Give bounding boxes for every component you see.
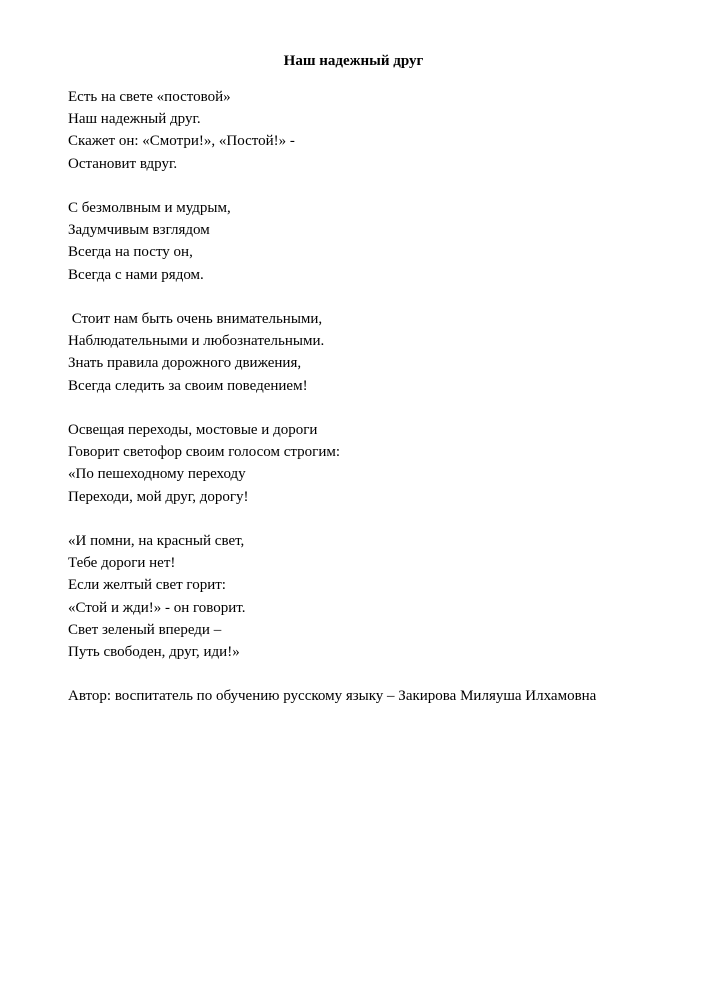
poem-body: [68, 86, 688, 708]
poem-line: Остановит вдруг.: [68, 155, 178, 172]
stanza-1: [68, 86, 688, 175]
poem-title: Наш надежный друг: [283, 53, 424, 69]
poem-line: Наблюдательными и любознательными.: [68, 333, 325, 350]
poem-line: Если желтый свет горит:: [68, 577, 226, 594]
poem-line: С безмолвным и мудрым,: [68, 200, 231, 216]
poem-line: «Стой и жди!» - он говорит.: [68, 599, 246, 616]
poem-line: Есть на свете «постовой»: [68, 89, 231, 105]
poem-line: Говорит светофор своим голосом строгим:: [68, 444, 340, 461]
poem-line: Переходи, мой друг, дорогу!: [68, 488, 249, 505]
poem-line: Свет зеленый впереди –: [68, 621, 222, 638]
stanza-5: [68, 530, 688, 663]
poem-line: Скажет он: «Смотри!», «Постой!» -: [68, 133, 295, 150]
poem-line: «И помни, на красный свет,: [68, 533, 245, 549]
poem-line: «По пешеходному переходу: [68, 466, 246, 483]
poem-line: Тебе дороги нет!: [68, 555, 176, 572]
stanza-3: [68, 308, 688, 397]
poem-line: Всегда с нами рядом.: [68, 266, 204, 283]
poem-line: Всегда на посту он,: [68, 244, 193, 261]
poem-line: Задумчивым взглядом: [68, 222, 210, 239]
author-credit: Автор: воспитатель по обучению русскому языку – Закирова Миляуша Илхамовна: [68, 688, 597, 705]
poem-line: Наш надежный друг.: [68, 111, 201, 128]
poem-line: Стоит нам быть очень внимательными,: [68, 311, 323, 327]
stanza-2: [68, 197, 688, 286]
poem-line: Освещая переходы, мостовые и дороги: [68, 422, 318, 438]
poem-line: Путь свободен, друг, иди!»: [68, 644, 240, 661]
stanza-4: [68, 419, 688, 508]
poem-line: Знать правила дорожного движения,: [68, 355, 302, 372]
poem-line: Всегда следить за своим поведением!: [68, 377, 308, 394]
